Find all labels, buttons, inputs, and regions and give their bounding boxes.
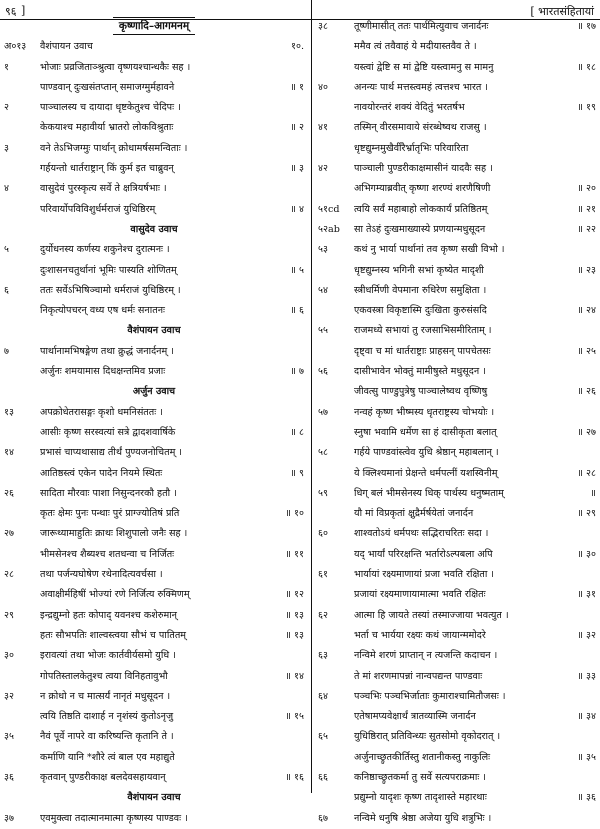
verse-text: आत्मा हि जायते तस्यां तस्माज्जाया भवत्युत । bbox=[354, 609, 509, 621]
verse-number: ॥ २५ bbox=[577, 345, 596, 357]
line-reference: ३५ bbox=[4, 731, 14, 743]
verse-line bbox=[4, 748, 304, 768]
line-reference: ६६ bbox=[318, 771, 328, 783]
verse-text: अवाक्षीर्महिषीं भोज्यां रणे निर्जित्य रुक्मिणम् bbox=[40, 589, 190, 601]
verse-text: ममैव त्वं तवैवाहं ये मदीयास्तवैव ते । bbox=[354, 41, 477, 53]
verse-line bbox=[318, 281, 596, 301]
verse-text: अनन्यः पार्थ मत्तस्त्वमहं त्वत्तश्च भारत । bbox=[354, 81, 489, 93]
speaker-heading bbox=[4, 788, 304, 808]
verse-line bbox=[318, 585, 596, 605]
verse-line bbox=[4, 504, 304, 524]
verse-text: तस्मिन् वीरसमावाये संरब्धेष्वथ राजसु । bbox=[354, 122, 487, 134]
verse-line bbox=[4, 301, 304, 321]
verse-text: प्रजायां रक्ष्यमाणायामात्मा भवति रक्षितः bbox=[354, 589, 486, 601]
page-number: ९६ bbox=[5, 5, 17, 18]
verse-text: कथं नु भार्या पार्थानां तव कृष्ण सखी विभो । bbox=[354, 244, 505, 256]
verse-text: गर्हये पाण्डवांस्त्वेव युधि श्रेष्ठान् महाबलान् । bbox=[354, 447, 499, 459]
verse-text: यस्त्वां द्वेष्टि स मां द्वेष्टि यस्त्वामनु स मामनु bbox=[354, 61, 494, 73]
verse-text: जीवत्सु पाण्डुपुत्रेषु पाञ्चालेष्वथ वृष्णिषु bbox=[354, 386, 488, 398]
verse-line bbox=[4, 139, 304, 159]
verse-number: ॥ १३ bbox=[285, 629, 304, 641]
verse-line bbox=[4, 545, 304, 565]
verse-line bbox=[318, 667, 596, 687]
running-header: [ भारतसंहितायां bbox=[530, 5, 594, 18]
line-reference: १४ bbox=[4, 447, 14, 459]
verse-number: ॥ २६ bbox=[577, 386, 596, 398]
verse-text: वैशंपायन उवाच bbox=[40, 41, 93, 53]
line-reference: १३ bbox=[4, 406, 14, 418]
verse-line bbox=[4, 727, 304, 747]
verse-number: १०. bbox=[290, 41, 304, 53]
verse-number: ॥ ११ bbox=[285, 548, 304, 560]
verse-text: दृष्ट्वा च मां धार्तराष्ट्राः प्राहसन् पापचेतसः bbox=[354, 345, 491, 357]
line-reference: ३० bbox=[4, 650, 14, 662]
verse-number: ॥ २८ bbox=[577, 467, 596, 479]
verse-text: जारूथ्यामाहुतिः क्राथः शिशुपालो जनैः सह । bbox=[40, 528, 188, 540]
line-reference: ३२ bbox=[4, 690, 14, 702]
verse-line bbox=[4, 342, 304, 362]
verse-line bbox=[318, 261, 596, 281]
verse-number: ॥ १० bbox=[285, 508, 304, 520]
verse-number: ॥ ८ bbox=[290, 426, 304, 438]
line-reference: ६४ bbox=[318, 690, 328, 702]
verse-text: ततः सर्वेऽभिषिञ्चामो धर्मराजं युधिष्ठिरम् । bbox=[40, 284, 181, 296]
verse-line bbox=[4, 281, 304, 301]
verse-line bbox=[318, 118, 596, 138]
speaker-heading bbox=[4, 220, 304, 240]
section-title-text bbox=[4, 17, 304, 37]
verse-number: ॥ ३० bbox=[577, 548, 596, 560]
verse-text: दुर्योधनस्य कर्णस्य शकुनेश्च दुरात्मनः । bbox=[40, 244, 170, 256]
line-reference: २८ bbox=[4, 569, 14, 581]
verse-line bbox=[4, 423, 304, 443]
line-reference: २ bbox=[4, 102, 9, 114]
verse-text: कृतवान् पुण्डरीकाक्ष बलदेवसहायवान् bbox=[40, 771, 166, 783]
verse-number: ॥ ३२ bbox=[577, 629, 596, 641]
verse-line bbox=[318, 464, 596, 484]
verse-line bbox=[318, 98, 596, 118]
verse-text: एकवस्त्रा विकृष्टास्मि दुःखिता कुरुसंसदि bbox=[354, 305, 487, 317]
verse-line bbox=[318, 484, 596, 504]
verse-line bbox=[4, 200, 304, 220]
verse-number: ॥ ३१ bbox=[577, 589, 596, 601]
verse-number: ॥ ३५ bbox=[577, 751, 596, 763]
verse-number: ॥ २४ bbox=[577, 305, 596, 317]
section-title bbox=[4, 17, 304, 37]
verse-line bbox=[4, 646, 304, 666]
verse-line bbox=[318, 17, 596, 37]
verse-text: वने तेऽभिजग्मुः पार्थान् क्रोधामर्षसमन्विताः । bbox=[40, 142, 188, 154]
line-reference: ५४ bbox=[318, 284, 328, 296]
verse-line bbox=[4, 585, 304, 605]
verse-text: केकयाश्च महावीर्या भ्रातरो लोकविश्रुताः bbox=[40, 122, 174, 134]
verse-line bbox=[4, 626, 304, 646]
line-reference: ५६ bbox=[318, 366, 328, 378]
verse-text: नन्विमे धनुषि श्रेष्ठा अजेया युधि शत्रुभिः । bbox=[354, 812, 492, 824]
verse-line bbox=[318, 37, 596, 57]
verse-line bbox=[318, 179, 596, 199]
verse-line bbox=[318, 159, 596, 179]
verse-line bbox=[4, 606, 304, 626]
verse-text: आसीः कृष्ण सरस्वत्यां सत्रे द्वादशवार्षिके bbox=[40, 426, 176, 438]
verse-line bbox=[318, 504, 596, 524]
verse-number: ॥ ५ bbox=[290, 264, 304, 276]
verse-text: अभिगम्याब्रवीत् कृष्णा शरण्यं शरणैषिणी bbox=[354, 183, 491, 195]
verse-text: भोजाः प्रव्रजिताञ्श्रुत्वा वृष्णयश्चान्धकैः सह । bbox=[40, 61, 191, 73]
verse-line bbox=[318, 301, 596, 321]
verse-number: ॥ १८ bbox=[577, 61, 596, 73]
line-reference: २९ bbox=[4, 609, 14, 621]
verse-line bbox=[318, 646, 596, 666]
verse-line bbox=[4, 37, 304, 57]
section-title-label: कृष्णादि–आगमनम् bbox=[113, 17, 195, 35]
verse-number: ॥ १ bbox=[290, 81, 304, 93]
line-reference: अ०१३ bbox=[4, 41, 27, 53]
verse-text: वासुदेवं पुरस्कृत्य सर्वे ते क्षत्रियर्षभाः । bbox=[40, 183, 167, 195]
verse-text: धिग् बलं भीमसेनस्य धिक् पार्थस्य धनुष्मताम् bbox=[354, 487, 504, 499]
line-reference: ५९ bbox=[318, 487, 328, 499]
verse-line bbox=[318, 423, 596, 443]
line-reference: ५७ bbox=[318, 406, 328, 418]
verse-line bbox=[4, 362, 304, 382]
verse-line bbox=[318, 545, 596, 565]
verse-line bbox=[4, 809, 304, 829]
verse-text: ये क्लिश्यमानां प्रेक्षन्ते धर्मपत्नीं यशस्विनीम् bbox=[354, 467, 498, 479]
verse-line bbox=[4, 687, 304, 707]
verse-line bbox=[318, 443, 596, 463]
line-reference: ६३ bbox=[318, 650, 328, 662]
line-reference: ६५ bbox=[318, 731, 328, 743]
verse-line bbox=[318, 809, 596, 829]
verse-line bbox=[4, 524, 304, 544]
verse-text: नैवं पूर्वे नापरे वा करिष्यन्ति कृतानि ते । bbox=[40, 731, 174, 743]
verse-text: अर्जुनः शमयामास दिधक्षन्तमिव प्रजाः bbox=[40, 366, 166, 378]
verse-number: ॥ १९ bbox=[577, 102, 596, 114]
verse-text: कर्माणि यानि *शौरे त्वं बाल एव महाद्युते bbox=[40, 751, 175, 763]
verse-line bbox=[318, 240, 596, 260]
verse-text: भार्यायां रक्ष्यमाणायां प्रजा भवति रक्षिता । bbox=[354, 569, 494, 581]
line-reference: ५३ bbox=[318, 244, 328, 256]
verse-number: ॥ ९ bbox=[290, 467, 304, 479]
verse-text: गोपतिस्तालकेतुश्च त्वया विनिहतावुभौ bbox=[40, 670, 168, 682]
verse-line bbox=[4, 98, 304, 118]
verse-line bbox=[318, 606, 596, 626]
verse-text: भीमसेनश्च शैब्यश्च शतधन्वा च निर्जितः bbox=[40, 548, 175, 560]
verse-number: ॥ २ bbox=[290, 122, 304, 134]
verse-text: अपक्रोधेतरासङ्गः कृशो धमनिसंततः । bbox=[40, 406, 163, 418]
verse-line bbox=[318, 362, 596, 382]
verse-text: दुःशासनचतुर्थानां भूमिः पास्यति शोणितम् bbox=[40, 264, 177, 276]
line-reference: ५ bbox=[4, 244, 9, 256]
verse-text: पञ्चभिः पञ्चभिर्जाताः कुमाराश्चामितौजसः । bbox=[354, 690, 506, 702]
verse-line bbox=[318, 403, 596, 423]
verse-number: ॥ ७ bbox=[290, 366, 304, 378]
verse-line bbox=[318, 342, 596, 362]
verse-number: ॥ १४ bbox=[285, 670, 304, 682]
speaker-heading bbox=[4, 382, 304, 402]
line-reference: ४० bbox=[318, 81, 328, 93]
running-header-text: भारतसंहितायां bbox=[538, 5, 594, 18]
line-reference: ६७ bbox=[318, 812, 328, 824]
line-reference: ३ bbox=[4, 142, 9, 154]
verse-text: पाण्डवान् दुःखसंतप्तान् समाजग्मुर्महावने bbox=[40, 81, 175, 93]
verse-line bbox=[318, 58, 596, 78]
verse-text: न क्रोधो न च मात्सर्यं नानृतं मधुसूदन । bbox=[40, 690, 171, 702]
verse-text: एतेषामप्यवेक्षार्थं त्रातव्यास्मि जनार्दन bbox=[354, 711, 476, 723]
verse-number: ॥ १७ bbox=[577, 21, 596, 32]
line-reference: १ bbox=[4, 61, 9, 73]
verse-number: ॥ ३६ bbox=[577, 792, 596, 804]
verse-text: अर्जुनाच्छ्रुतकीर्तिस्तु शतानीकस्तु नाकुलिः bbox=[354, 751, 491, 763]
verse-number: ॥ २३ bbox=[577, 264, 596, 276]
verse-text: कृतः क्षेमः पुनः पन्थाः पुरं प्राग्ज्योतिषं प्रति bbox=[40, 508, 180, 520]
verse-line bbox=[4, 58, 304, 78]
line-reference: २७ bbox=[4, 528, 14, 540]
right-column bbox=[318, 17, 596, 829]
verse-text: तथा पर्जन्यघोषेण रथेनादित्यवर्चसा । bbox=[40, 569, 163, 581]
verse-text: पाञ्चालस्य च दायादा धृष्टकेतुश्च चेदिपः । bbox=[40, 102, 181, 114]
verse-line bbox=[318, 78, 596, 98]
verse-number: ॥ ४ bbox=[290, 203, 304, 215]
line-reference: ५८ bbox=[318, 447, 328, 459]
line-reference: ५५ bbox=[318, 325, 328, 337]
speaker-name: अर्जुन उवाच bbox=[132, 386, 176, 398]
verse-line bbox=[318, 768, 596, 788]
verse-text: शाश्वतोऽयं धर्मपथः सद्भिराचरितः सदा । bbox=[354, 528, 489, 540]
verse-text: दासीभावेन भोक्तुं मामीषुस्ते मधुसूदन । bbox=[354, 366, 486, 378]
verse-text: नन्विमे शरणं प्राप्तान् न त्यजन्ति कदाचन । bbox=[354, 650, 498, 662]
verse-number: ॥ bbox=[590, 487, 596, 499]
verse-number: ॥ २२ bbox=[577, 223, 596, 235]
verse-text: राजमध्ये सभायां तु रजसाभिसमीरिताम् । bbox=[354, 325, 492, 337]
line-reference: ४ bbox=[4, 183, 9, 195]
verse-line bbox=[4, 403, 304, 423]
speaker-name: वैशंपायन उवाच bbox=[127, 325, 181, 337]
verse-text: इन्द्रद्युम्नो हतः कोपाद् यवनश्च कशेरुमान् bbox=[40, 609, 178, 621]
verse-line bbox=[4, 484, 304, 504]
speaker-name: वासुदेव उवाच bbox=[130, 223, 178, 235]
verse-text: नन्वहं कृष्ण भीष्मस्य धृतराष्ट्रस्य चोभयोः । bbox=[354, 406, 495, 418]
verse-text: प्रभासं चाप्यथासाद्य तीर्थं पुण्यजनोचितम् । bbox=[40, 447, 183, 459]
verse-number: ॥ २० bbox=[577, 183, 596, 195]
verse-text: निकृत्योपचरन् वध्य एष धर्मः सनातनः bbox=[40, 305, 165, 317]
verse-text: सा तेऽहं दुःखमाख्यास्ये प्रणयान्मधुसूदन bbox=[354, 223, 486, 235]
line-reference: ६१ bbox=[318, 569, 328, 581]
verse-text: ते मां शरणमापन्नां नान्वपद्यन्त पाण्डवाः bbox=[354, 670, 483, 682]
line-reference: ३७ bbox=[4, 812, 14, 824]
verse-text: कनिष्ठाच्छ्रुतकर्मा तु सर्वे सत्यपराक्रमाः । bbox=[354, 771, 486, 783]
verse-line bbox=[4, 667, 304, 687]
verse-text: सादिता मौरवाः पाशा निसुन्दनरकौ हतौ । bbox=[40, 487, 177, 499]
verse-line bbox=[318, 687, 596, 707]
verse-line bbox=[4, 78, 304, 98]
line-reference: २६ bbox=[4, 487, 14, 499]
verse-line bbox=[4, 179, 304, 199]
verse-line bbox=[4, 159, 304, 179]
line-reference: ३६ bbox=[4, 771, 14, 783]
verse-line bbox=[318, 626, 596, 646]
verse-line bbox=[318, 382, 596, 402]
line-reference: ४२ bbox=[318, 163, 328, 175]
verse-line bbox=[318, 565, 596, 585]
verse-number: ॥ ३३ bbox=[577, 670, 596, 682]
line-reference: ६२ bbox=[318, 609, 328, 621]
verse-text: आतिष्ठस्त्वं एकेन पादेन नियमे स्थितः bbox=[40, 467, 163, 479]
verse-text: परिवार्योपविविशुर्धर्मराजं युधिष्ठिरम् bbox=[40, 203, 156, 215]
verse-text: हतः सौभपतिः शाल्वस्त्वया सौभं च पातितम् bbox=[40, 629, 187, 641]
line-reference: ५१cd bbox=[318, 203, 340, 215]
verse-number: ॥ १६ bbox=[285, 771, 304, 783]
verse-text: नावयोरन्तरं शक्यं वेदितुं भरतर्षभ bbox=[354, 102, 465, 114]
verse-line bbox=[4, 768, 304, 788]
verse-text: गर्हयन्तो धार्तराष्ट्रान् किं कुर्म इत चाब्रुवन् bbox=[40, 163, 174, 175]
verse-number: ॥ १३ bbox=[285, 609, 304, 621]
verse-text: यौ मां विप्रकृतां क्षुद्रैर्मर्षयेतां जनार्दन bbox=[354, 508, 474, 520]
verse-line bbox=[4, 261, 304, 281]
verse-line bbox=[318, 788, 596, 808]
verse-text: पाञ्चाली पुण्डरीकाक्षमासीनं यादवैः सह । bbox=[354, 163, 493, 175]
header-bracket: ] bbox=[21, 4, 26, 17]
verse-line bbox=[318, 727, 596, 747]
verse-line bbox=[4, 565, 304, 585]
verse-text: तूष्णीमासीत् ततः पार्थमित्युवाच जनार्दनः bbox=[354, 21, 489, 32]
verse-number: ॥ २९ bbox=[577, 508, 596, 520]
verse-text: त्वयि सर्वं महाबाहो लोककार्यं प्रतिष्ठितम् bbox=[354, 203, 488, 215]
verse-number: ॥ ३४ bbox=[577, 711, 596, 723]
verse-text: धृष्टद्युम्नस्य भगिनी सभां कृष्येत मादृशी bbox=[354, 264, 484, 276]
verse-number: ॥ २७ bbox=[577, 426, 596, 438]
verse-text: स्त्रीधर्मिणी वेपमाना रुधिरेण समुक्षिता । bbox=[354, 284, 487, 296]
verse-line bbox=[318, 139, 596, 159]
verse-line bbox=[4, 464, 304, 484]
verse-number: ॥ १२ bbox=[285, 589, 304, 601]
verse-text: युधिष्ठिरात् प्रतिविन्ध्यः सुतसोमो वृकोदरात् । bbox=[354, 731, 501, 743]
verse-line bbox=[318, 220, 596, 240]
verse-line bbox=[4, 240, 304, 260]
line-reference: ४१ bbox=[318, 122, 328, 134]
column-divider bbox=[311, 0, 312, 793]
verse-text: धृष्टद्युम्नमुखैर्वीरैर्भ्रातृभिः परिवारिता bbox=[354, 142, 469, 154]
verse-text: त्वयि तिष्ठति दाशार्ह न नृशंस्यं कुतोऽनृजु bbox=[40, 711, 174, 723]
verse-line bbox=[318, 524, 596, 544]
verse-text: पार्थानामभिषङ्गेण तथा क्रुद्धं जनार्दनम् । bbox=[40, 345, 174, 357]
verse-line bbox=[318, 200, 596, 220]
line-reference: ६० bbox=[318, 528, 328, 540]
verse-text: स्नुषा भवामि धर्मेण सा हं दासीकृता बलात् bbox=[354, 426, 497, 438]
line-reference: ३८ bbox=[318, 21, 328, 32]
verse-line bbox=[318, 707, 596, 727]
verse-line bbox=[318, 748, 596, 768]
verse-number: ॥ ३ bbox=[290, 163, 304, 175]
left-column bbox=[4, 17, 304, 829]
verse-text: प्रद्युम्नो यादृशः कृष्ण तादृशास्ते महारथाः bbox=[354, 792, 487, 804]
verse-text: यद् भार्यां परिरक्षन्ति भर्तारोऽल्पबला अपि bbox=[354, 548, 493, 560]
verse-text: इरावत्यां तथा भोजः कार्तवीर्यसमो युधि । bbox=[40, 650, 176, 662]
verse-line bbox=[318, 321, 596, 341]
verse-line bbox=[4, 443, 304, 463]
line-reference: ६ bbox=[4, 284, 9, 296]
verse-line bbox=[4, 707, 304, 727]
verse-line bbox=[4, 118, 304, 138]
speaker-name: वैशंपायन उवाच bbox=[127, 792, 181, 804]
verse-number: ॥ ६ bbox=[290, 305, 304, 317]
verse-text: भर्ता च भार्यया रक्ष्यः कथं जायान्ममोदरे bbox=[354, 629, 486, 641]
speaker-heading bbox=[4, 321, 304, 341]
verse-number: ॥ १५ bbox=[285, 711, 304, 723]
verse-text: एवमुक्त्वा तदात्मानमात्मा कृष्णस्य पाण्डवः । bbox=[40, 812, 188, 824]
line-reference: ७ bbox=[4, 345, 9, 357]
line-reference: ५२ab bbox=[318, 223, 340, 235]
verse-number: ॥ २१ bbox=[577, 203, 596, 215]
